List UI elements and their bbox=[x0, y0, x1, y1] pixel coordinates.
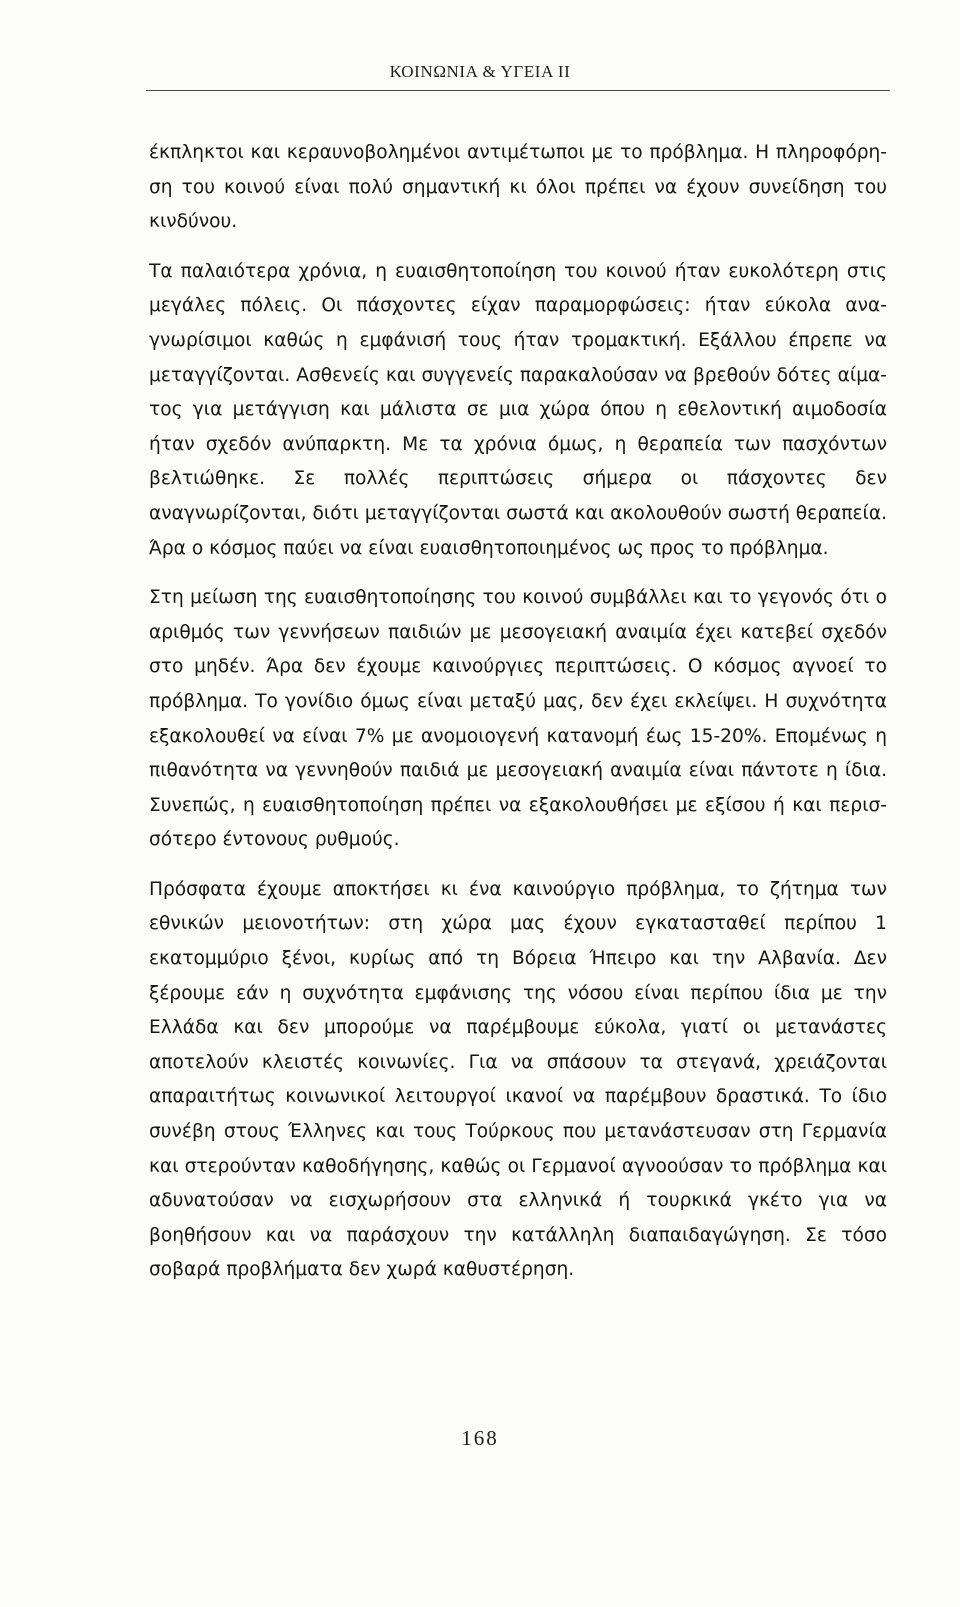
paragraph-1: έκπληκτοι και κεραυνοβολημένοι αντιμέτωποι με το πρόβλημα. Η πληροφόρηση του κοινού είναι πολύ σημαντική κι όλοι πρέπει να έχουν συνείδηση του κινδύνου. bbox=[149, 142, 887, 233]
paragraph-3: Στη μείωση της ευαισθητοποίησης του κοινού συμβάλλει και το γεγονός ότι ο αριθμός των γεννήσεων παιδιών με μεσογειακή αναιμία έχει κατεβεί σχεδόν στο μηδέν. Άρα δεν έχουμε καινούργιες περιπτώσεις. Ο κόσμος αγνοεί το πρόβλημα. Το γονίδιο όμως είναι μεταξύ μας, δεν έχει εκλείψει. Η συχνότητα εξακολουθεί να είναι 7% με ανομοιογενή κατανομή έως 15-20%. Επομένως η πιθανότητα να γεννηθούν παιδιά με μεσογειακή αναιμία είναι πάντοτε η ίδια. Συνεπώς, η ευαισθητοποίηση πρέπει να εξακολουθήσει με εξίσου ή και περισσότερο έντονους ρυθμούς. bbox=[149, 587, 887, 851]
paragraph-2: Τα παλαιότερα χρόνια, η ευαισθητοποίηση του κοινού ήταν ευκολότερη στις μεγάλες πόλεις. Οι πάσχοντες είχαν παραμορφώσεις: ήταν εύκολα αναγνωρίσιμοι καθώς η εμφάνισή τους ήταν τρομακτική. Εξάλλου έπρεπε να μεταγγίζονται. Ασθενείς και συγγενείς παρακαλούσαν να βρεθούν δότες αίματος για μετάγγιση και μάλιστα σε μια χώρα όπου η εθελοντική αιμοδοσία ήταν σχεδόν ανύπαρκτη. Με τα χρόνια όμως, η θεραπεία των πασχόντων βελτιώθηκε. Σε πολλές περιπτώσεις σήμερα οι πάσχοντες δεν αναγνωρίζονται, διότι μεταγγίζονται σωστά και ακολουθούν σωστή θεραπεία. Άρα ο κόσμος παύει να είναι ευαισθητοποιημένος ως προς το πρόβλημα. bbox=[149, 260, 887, 559]
body-text bbox=[149, 136, 887, 1288]
paragraph-4: Πρόσφατα έχουμε αποκτήσει κι ένα καινούργιο πρόβλημα, το ζήτημα των εθνικών μειονοτήτων: στη χώρα μας έχουν εγκατασταθεί περίπου 1 εκατομμύριο ξένοι, κυρίως από τη Βόρεια Ήπειρο και την Αλβανία. Δεν ξέρουμε εάν η συχνότητα εμφάνισης της νόσου είναι περίπου ίδια με την Ελλάδα και δεν μπορούμε να παρέμβουμε εύκολα, γιατί οι μετανάστες αποτελούν κλειστές κοινωνίες. Για να σπάσουν τα στεγανά, χρειάζονται απαραιτήτως κοινωνικοί λειτουργοί ικανοί να παρέμβουν δραστικά. Το ίδιο συνέβη στους Έλληνες και τους Τούρκους που μετανάστευσαν στη Γερμανία και στερούνταν καθοδήγησης, καθώς οι Γερμανοί αγνοούσαν το πρόβλημα και αδυνατούσαν να εισχωρήσουν στα ελληνικά ή τουρκικά γκέτο για να βοηθήσουν και να παράσχουν την κατάλληλη διαπαιδαγώγηση. Σε τόσο σοβαρά προβλήματα δεν χωρά καθυστέρηση. bbox=[149, 878, 887, 1281]
page-number: 168 bbox=[461, 1426, 499, 1450]
header-rule bbox=[146, 90, 890, 91]
running-header: ΚΟΙΝΩΝΙΑ & ΥΓΕΙΑ ΙΙ bbox=[389, 62, 571, 81]
